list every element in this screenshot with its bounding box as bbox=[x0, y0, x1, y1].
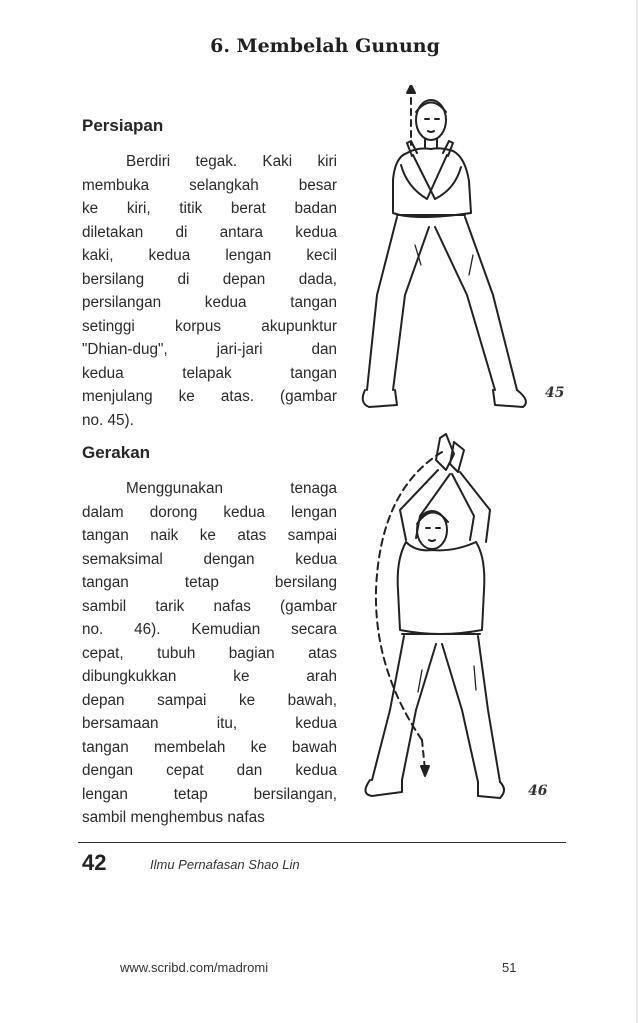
text-line: diletakan di antara kedua bbox=[82, 223, 337, 241]
text-line: dengan cepat dan kedua bbox=[82, 762, 337, 779]
text-line: membuka selangkah besar bbox=[82, 176, 337, 194]
section-text-persiapan bbox=[82, 150, 337, 432]
book-title: Ilmu Pernafasan Shao Lin bbox=[150, 857, 300, 872]
text-line: semaksimal dengan kedua bbox=[82, 550, 337, 568]
text-line: cepat, tubuh bagian atas bbox=[82, 644, 337, 662]
text-line: dalam dorong kedua lengan bbox=[82, 503, 337, 521]
source-page-number: 51 bbox=[502, 960, 517, 975]
footer-divider bbox=[78, 842, 566, 843]
text-line: Berdiri tegak. Kaki kiri bbox=[126, 153, 337, 170]
section-text-gerakan bbox=[82, 477, 337, 830]
page-title: 6. Membelah Gunung bbox=[210, 35, 440, 57]
text-line: sambil tarik nafas (gambar bbox=[82, 597, 337, 615]
figure-46-label: 46 bbox=[528, 783, 548, 799]
text-line: tangan membelah ke bawah bbox=[82, 738, 337, 756]
text-line: persilangan kedua tangan bbox=[82, 294, 337, 311]
section-heading-persiapan: Persiapan bbox=[82, 116, 164, 135]
text-line: sambil menghembus nafas bbox=[82, 809, 265, 826]
text-line: Menggunakan tenaga bbox=[126, 480, 337, 497]
text-line: kedua telapak tangan bbox=[82, 364, 337, 382]
text-line: bersilang di depan dada, bbox=[82, 270, 337, 288]
text-line: lengan tetap bersilangan, bbox=[82, 785, 337, 803]
text-line: no. 45). bbox=[82, 411, 134, 429]
text-line: setinggi korpus akupunktur bbox=[82, 317, 337, 335]
text-line: dibungkukkan ke arah bbox=[82, 668, 337, 685]
figure-45-label: 45 bbox=[545, 385, 565, 401]
text-line: tangan tetap bersilang bbox=[82, 574, 337, 591]
text-line: ke kiri, titik berat badan bbox=[82, 200, 337, 217]
text-line: kaki, kedua lengan kecil bbox=[82, 247, 337, 264]
source-url: www.scribd.com/madromi bbox=[120, 960, 269, 975]
text-line: bersamaan itu, kedua bbox=[82, 715, 337, 732]
text-line: tangan naik ke atas sampai bbox=[82, 527, 337, 544]
figure-46-illustration bbox=[350, 430, 540, 810]
text-line: depan sampai ke bawah, bbox=[82, 691, 337, 709]
text-line: no. 46). Kemudian secara bbox=[82, 621, 337, 638]
text-line: "Dhian-dug", jari-jari dan bbox=[82, 341, 337, 358]
section-heading-gerakan: Gerakan bbox=[82, 443, 151, 462]
page-number: 42 bbox=[82, 850, 107, 875]
figure-45-illustration bbox=[355, 85, 535, 430]
text-line: menjulang ke atas. (gambar bbox=[82, 388, 337, 405]
